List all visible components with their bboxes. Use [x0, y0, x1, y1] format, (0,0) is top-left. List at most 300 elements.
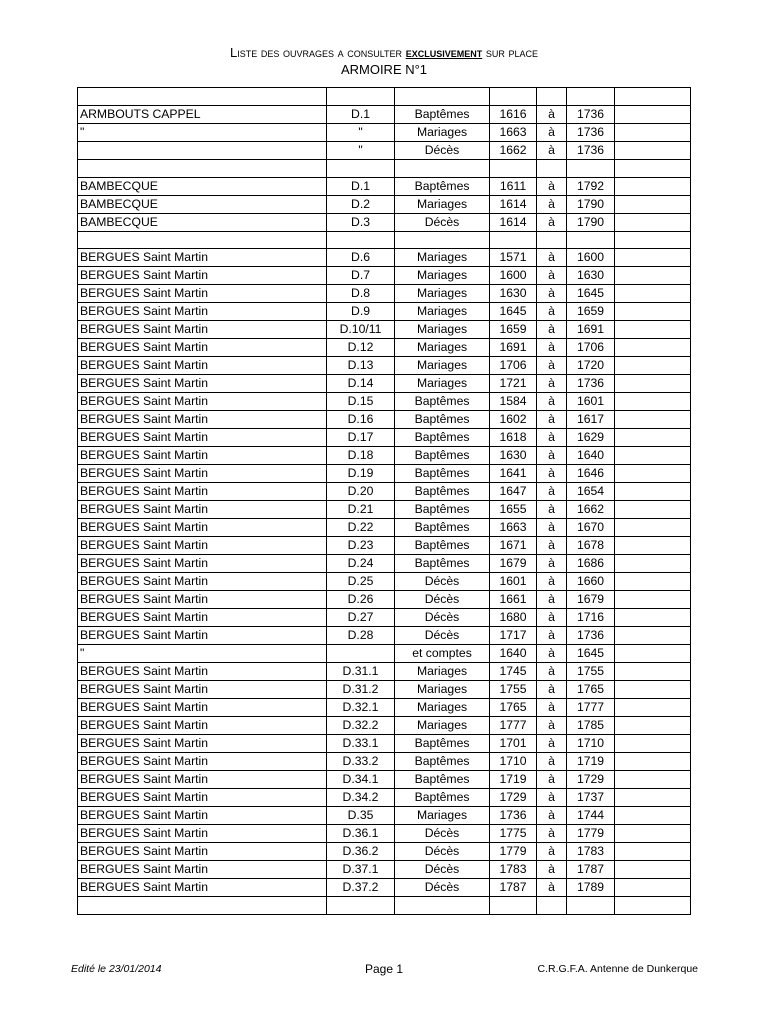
cell-commune: ARMBOUTS CAPPEL	[78, 105, 327, 123]
cell-separateur	[537, 159, 567, 177]
cell-annee-debut: 1584	[490, 393, 537, 411]
title-part-1: Liste des ouvrages a consulter	[230, 45, 403, 60]
cell-empty	[615, 159, 691, 177]
cell-separateur: à	[537, 501, 567, 519]
cell-commune: BERGUES Saint Martin	[78, 339, 327, 357]
cell-cote: D.18	[327, 447, 395, 465]
cell-acte: Baptêmes	[395, 429, 490, 447]
table-row	[78, 249, 691, 267]
cell-commune: BERGUES Saint Martin	[78, 843, 327, 861]
cell-annee-fin: 1670	[567, 519, 615, 537]
cell-cote: D.31.1	[327, 663, 395, 681]
cell-empty	[615, 699, 691, 717]
cell-annee-fin: 1787	[567, 861, 615, 879]
cell-cote: D.17	[327, 429, 395, 447]
cell-separateur: à	[537, 591, 567, 609]
cell-annee-fin: 1659	[567, 303, 615, 321]
cell-annee-fin: 1710	[567, 735, 615, 753]
cell-separateur: à	[537, 519, 567, 537]
cell-empty	[615, 195, 691, 213]
cell-annee-fin: 1706	[567, 339, 615, 357]
cell-separateur: à	[537, 843, 567, 861]
organization-name: C.R.G.F.A. Antenne de Dunkerque	[537, 963, 698, 975]
cell-acte	[395, 231, 490, 249]
cell-cote: D.6	[327, 249, 395, 267]
cell-empty	[615, 339, 691, 357]
cell-annee-debut	[490, 88, 537, 106]
cell-separateur: à	[537, 717, 567, 735]
cell-cote: D.19	[327, 465, 395, 483]
table-row	[78, 699, 691, 717]
cell-annee-debut: 1787	[490, 879, 537, 897]
cell-empty	[615, 321, 691, 339]
table-row	[78, 393, 691, 411]
cell-acte: Baptêmes	[395, 501, 490, 519]
cell-annee-debut: 1611	[490, 177, 537, 195]
cell-annee-fin: 1789	[567, 879, 615, 897]
cell-annee-fin: 1630	[567, 267, 615, 285]
cell-cote	[327, 88, 395, 106]
cell-commune: BERGUES Saint Martin	[78, 807, 327, 825]
cell-annee-debut: 1647	[490, 483, 537, 501]
cell-annee-fin: 1790	[567, 213, 615, 231]
cell-acte: Baptêmes	[395, 735, 490, 753]
cell-separateur: à	[537, 483, 567, 501]
cell-annee-debut: 1755	[490, 681, 537, 699]
table-row	[78, 321, 691, 339]
cell-acte	[395, 88, 490, 106]
cell-annee-debut: 1663	[490, 123, 537, 141]
cell-commune: BERGUES Saint Martin	[78, 753, 327, 771]
cell-separateur: à	[537, 609, 567, 627]
cell-commune	[78, 159, 327, 177]
cell-separateur: à	[537, 465, 567, 483]
cell-commune	[78, 88, 327, 106]
cell-annee-debut	[490, 231, 537, 249]
cell-separateur: à	[537, 303, 567, 321]
cell-annee-fin: 1617	[567, 411, 615, 429]
cell-annee-fin: 1719	[567, 753, 615, 771]
cell-commune: BERGUES Saint Martin	[78, 447, 327, 465]
cell-annee-fin	[567, 88, 615, 106]
cell-acte: Mariages	[395, 195, 490, 213]
cell-empty	[615, 519, 691, 537]
cell-separateur: à	[537, 267, 567, 285]
cell-annee-debut: 1662	[490, 141, 537, 159]
cell-commune: BAMBECQUE	[78, 195, 327, 213]
cell-cote: D.24	[327, 555, 395, 573]
cell-annee-fin: 1765	[567, 681, 615, 699]
table-row	[78, 753, 691, 771]
cell-separateur: à	[537, 753, 567, 771]
table-row	[78, 267, 691, 285]
cell-annee-fin: 1640	[567, 447, 615, 465]
cell-cote: D.13	[327, 357, 395, 375]
table-row	[78, 141, 691, 159]
cell-empty	[615, 267, 691, 285]
cell-cote: D.14	[327, 375, 395, 393]
cell-annee-fin: 1736	[567, 627, 615, 645]
cell-acte: Baptêmes	[395, 519, 490, 537]
cell-empty	[615, 393, 691, 411]
cell-cote: D.25	[327, 573, 395, 591]
table-row	[78, 429, 691, 447]
cell-annee-debut	[490, 897, 537, 915]
cell-commune: "	[78, 123, 327, 141]
cell-commune	[78, 231, 327, 249]
cell-separateur: à	[537, 375, 567, 393]
cell-annee-fin: 1645	[567, 645, 615, 663]
cell-acte: Mariages	[395, 663, 490, 681]
cell-annee-fin: 1736	[567, 123, 615, 141]
title-emphasis: exclusivement	[405, 45, 483, 60]
cell-separateur: à	[537, 447, 567, 465]
cell-cote: D.23	[327, 537, 395, 555]
cell-cote: D.20	[327, 483, 395, 501]
cell-acte: Décès	[395, 843, 490, 861]
cell-separateur: à	[537, 537, 567, 555]
cell-commune: BERGUES Saint Martin	[78, 267, 327, 285]
cell-annee-debut: 1614	[490, 213, 537, 231]
cell-empty	[615, 825, 691, 843]
cell-commune: BERGUES Saint Martin	[78, 609, 327, 627]
cell-annee-fin: 1777	[567, 699, 615, 717]
cell-annee-debut: 1701	[490, 735, 537, 753]
table-row	[78, 159, 691, 177]
cell-annee-debut: 1661	[490, 591, 537, 609]
cell-acte: Baptêmes	[395, 105, 490, 123]
title-line-2: ARMOIRE N°1	[340, 62, 428, 77]
cell-empty	[615, 897, 691, 915]
cell-annee-fin: 1679	[567, 591, 615, 609]
cell-commune: BERGUES Saint Martin	[78, 483, 327, 501]
cell-acte: Décès	[395, 609, 490, 627]
cell-empty	[615, 429, 691, 447]
cell-separateur: à	[537, 681, 567, 699]
cell-annee-fin: 1736	[567, 105, 615, 123]
cell-cote	[327, 231, 395, 249]
cell-annee-fin: 1729	[567, 771, 615, 789]
cell-cote: D.34.1	[327, 771, 395, 789]
cell-empty	[615, 249, 691, 267]
cell-separateur: à	[537, 573, 567, 591]
cell-commune: BERGUES Saint Martin	[78, 681, 327, 699]
table-row	[78, 645, 691, 663]
cell-commune: BERGUES Saint Martin	[78, 771, 327, 789]
cell-separateur: à	[537, 645, 567, 663]
cell-cote: D.26	[327, 591, 395, 609]
cell-acte: Baptêmes	[395, 537, 490, 555]
cell-separateur: à	[537, 285, 567, 303]
table-row	[78, 519, 691, 537]
cell-cote: D.33.1	[327, 735, 395, 753]
cell-cote: "	[327, 141, 395, 159]
title-line-1	[0, 44, 768, 61]
table-row	[78, 213, 691, 231]
cell-commune: BERGUES Saint Martin	[78, 501, 327, 519]
cell-commune: BERGUES Saint Martin	[78, 519, 327, 537]
cell-acte: Décès	[395, 879, 490, 897]
cell-annee-debut	[490, 159, 537, 177]
page-number: Page 1	[364, 962, 404, 976]
cell-annee-debut: 1706	[490, 357, 537, 375]
cell-empty	[615, 807, 691, 825]
cell-cote: D.27	[327, 609, 395, 627]
table-row	[78, 789, 691, 807]
cell-acte: Décès	[395, 861, 490, 879]
cell-annee-debut: 1600	[490, 267, 537, 285]
cell-acte: Décès	[395, 141, 490, 159]
cell-annee-debut: 1663	[490, 519, 537, 537]
cell-acte: Mariages	[395, 375, 490, 393]
table-row	[78, 591, 691, 609]
cell-acte: Mariages	[395, 303, 490, 321]
cell-cote	[327, 897, 395, 915]
cell-empty	[615, 105, 691, 123]
cell-annee-debut: 1618	[490, 429, 537, 447]
cell-annee-fin: 1678	[567, 537, 615, 555]
cell-empty	[615, 591, 691, 609]
table-row	[78, 465, 691, 483]
cell-separateur: à	[537, 879, 567, 897]
cell-commune	[78, 141, 327, 159]
cell-acte	[395, 897, 490, 915]
cell-cote	[327, 645, 395, 663]
cell-cote: D.33.2	[327, 753, 395, 771]
cell-annee-debut: 1777	[490, 717, 537, 735]
cell-acte: Mariages	[395, 123, 490, 141]
cell-annee-fin: 1691	[567, 321, 615, 339]
cell-acte: Baptêmes	[395, 555, 490, 573]
cell-empty	[615, 285, 691, 303]
cell-separateur: à	[537, 357, 567, 375]
cell-commune: BERGUES Saint Martin	[78, 357, 327, 375]
cell-acte: Décès	[395, 627, 490, 645]
table-row	[78, 123, 691, 141]
cell-annee-fin	[567, 159, 615, 177]
cell-separateur: à	[537, 663, 567, 681]
cell-empty	[615, 735, 691, 753]
registry-table	[77, 87, 691, 915]
cell-separateur: à	[537, 321, 567, 339]
cell-empty	[615, 645, 691, 663]
cell-annee-fin: 1737	[567, 789, 615, 807]
cell-acte: Baptêmes	[395, 411, 490, 429]
cell-commune	[78, 897, 327, 915]
cell-acte: Mariages	[395, 285, 490, 303]
cell-annee-fin: 1783	[567, 843, 615, 861]
table-row	[78, 411, 691, 429]
cell-cote: D.10/11	[327, 321, 395, 339]
cell-cote: "	[327, 123, 395, 141]
title-part-3: sur place	[485, 45, 538, 60]
cell-cote: D.28	[327, 627, 395, 645]
cell-cote: D.1	[327, 177, 395, 195]
cell-cote: D.3	[327, 213, 395, 231]
cell-separateur: à	[537, 393, 567, 411]
cell-empty	[615, 231, 691, 249]
cell-separateur: à	[537, 177, 567, 195]
cell-annee-debut: 1602	[490, 411, 537, 429]
cell-commune: "	[78, 645, 327, 663]
table-row	[78, 807, 691, 825]
cell-annee-debut: 1614	[490, 195, 537, 213]
table-row	[78, 843, 691, 861]
table-row	[78, 339, 691, 357]
table-row	[78, 447, 691, 465]
table-row	[78, 573, 691, 591]
table-row	[78, 483, 691, 501]
table-row	[78, 555, 691, 573]
cell-cote: D.2	[327, 195, 395, 213]
table-row	[78, 231, 691, 249]
cell-annee-fin: 1601	[567, 393, 615, 411]
cell-annee-fin: 1720	[567, 357, 615, 375]
cell-separateur: à	[537, 411, 567, 429]
cell-annee-fin: 1660	[567, 573, 615, 591]
cell-cote: D.8	[327, 285, 395, 303]
cell-empty	[615, 717, 691, 735]
cell-empty	[615, 465, 691, 483]
cell-cote	[327, 159, 395, 177]
cell-empty	[615, 411, 691, 429]
cell-cote: D.12	[327, 339, 395, 357]
cell-acte: Baptêmes	[395, 465, 490, 483]
table-row	[78, 501, 691, 519]
cell-annee-fin: 1629	[567, 429, 615, 447]
cell-empty	[615, 483, 691, 501]
cell-annee-fin: 1785	[567, 717, 615, 735]
cell-separateur	[537, 897, 567, 915]
cell-cote: D.31.2	[327, 681, 395, 699]
cell-acte: Mariages	[395, 321, 490, 339]
cell-commune: BERGUES Saint Martin	[78, 375, 327, 393]
cell-annee-fin: 1662	[567, 501, 615, 519]
table-row	[78, 357, 691, 375]
table-row	[78, 177, 691, 195]
cell-separateur: à	[537, 141, 567, 159]
cell-acte: Décès	[395, 573, 490, 591]
cell-annee-fin: 1645	[567, 285, 615, 303]
cell-empty	[615, 303, 691, 321]
cell-empty	[615, 357, 691, 375]
cell-empty	[615, 447, 691, 465]
cell-acte: Mariages	[395, 267, 490, 285]
cell-annee-fin: 1755	[567, 663, 615, 681]
table-row	[78, 663, 691, 681]
cell-separateur: à	[537, 771, 567, 789]
cell-commune: BERGUES Saint Martin	[78, 555, 327, 573]
cell-separateur: à	[537, 735, 567, 753]
cell-commune: BERGUES Saint Martin	[78, 591, 327, 609]
cell-annee-debut: 1710	[490, 753, 537, 771]
cell-commune: BERGUES Saint Martin	[78, 825, 327, 843]
cell-annee-fin	[567, 231, 615, 249]
cell-empty	[615, 879, 691, 897]
cell-acte: Mariages	[395, 807, 490, 825]
cell-acte: Mariages	[395, 681, 490, 699]
cell-annee-debut: 1671	[490, 537, 537, 555]
table-body	[78, 88, 691, 915]
cell-commune: BERGUES Saint Martin	[78, 717, 327, 735]
cell-annee-fin: 1716	[567, 609, 615, 627]
cell-annee-fin: 1654	[567, 483, 615, 501]
cell-annee-fin: 1600	[567, 249, 615, 267]
cell-empty	[615, 88, 691, 106]
cell-cote: D.34.2	[327, 789, 395, 807]
cell-separateur	[537, 231, 567, 249]
cell-empty	[615, 537, 691, 555]
cell-annee-debut: 1691	[490, 339, 537, 357]
cell-separateur: à	[537, 429, 567, 447]
table-row	[78, 627, 691, 645]
cell-acte: Mariages	[395, 339, 490, 357]
cell-separateur: à	[537, 861, 567, 879]
cell-cote: D.22	[327, 519, 395, 537]
cell-cote: D.37.2	[327, 879, 395, 897]
cell-acte: Baptêmes	[395, 483, 490, 501]
cell-empty	[615, 123, 691, 141]
document-title	[0, 44, 768, 78]
cell-commune: BERGUES Saint Martin	[78, 627, 327, 645]
table-row	[78, 285, 691, 303]
cell-acte: Baptêmes	[395, 393, 490, 411]
table-row	[78, 303, 691, 321]
cell-commune: BERGUES Saint Martin	[78, 573, 327, 591]
cell-annee-fin: 1744	[567, 807, 615, 825]
cell-separateur: à	[537, 339, 567, 357]
cell-separateur: à	[537, 807, 567, 825]
cell-empty	[615, 753, 691, 771]
cell-annee-debut: 1571	[490, 249, 537, 267]
cell-annee-debut: 1717	[490, 627, 537, 645]
cell-commune: BERGUES Saint Martin	[78, 285, 327, 303]
table-row	[78, 681, 691, 699]
table-row	[78, 105, 691, 123]
cell-annee-debut: 1775	[490, 825, 537, 843]
cell-annee-debut: 1765	[490, 699, 537, 717]
table-row	[78, 879, 691, 897]
table-row	[78, 537, 691, 555]
cell-commune: BERGUES Saint Martin	[78, 321, 327, 339]
cell-annee-debut: 1601	[490, 573, 537, 591]
cell-acte: Mariages	[395, 249, 490, 267]
cell-annee-debut: 1659	[490, 321, 537, 339]
cell-annee-debut: 1630	[490, 447, 537, 465]
cell-commune: BERGUES Saint Martin	[78, 537, 327, 555]
cell-annee-fin: 1736	[567, 375, 615, 393]
cell-commune: BERGUES Saint Martin	[78, 735, 327, 753]
cell-annee-debut: 1745	[490, 663, 537, 681]
cell-cote: D.15	[327, 393, 395, 411]
cell-acte: Décès	[395, 591, 490, 609]
cell-empty	[615, 609, 691, 627]
table-row	[78, 375, 691, 393]
cell-acte: Mariages	[395, 717, 490, 735]
cell-cote: D.36.2	[327, 843, 395, 861]
cell-acte	[395, 159, 490, 177]
cell-empty	[615, 573, 691, 591]
cell-acte: Baptêmes	[395, 753, 490, 771]
cell-empty	[615, 213, 691, 231]
cell-cote: D.35	[327, 807, 395, 825]
cell-commune: BERGUES Saint Martin	[78, 411, 327, 429]
cell-empty	[615, 861, 691, 879]
cell-commune: BERGUES Saint Martin	[78, 249, 327, 267]
cell-annee-fin: 1686	[567, 555, 615, 573]
cell-empty	[615, 375, 691, 393]
cell-commune: BERGUES Saint Martin	[78, 429, 327, 447]
